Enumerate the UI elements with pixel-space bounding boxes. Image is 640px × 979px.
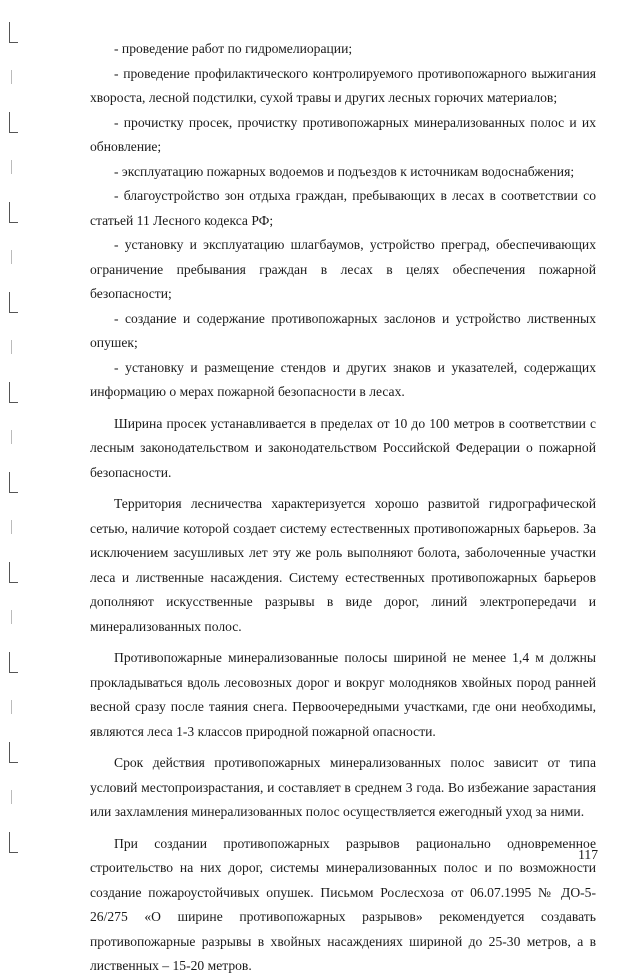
binding-mark-faint: [11, 160, 12, 174]
binding-mark: [9, 652, 18, 673]
paragraph-natural-barriers: Территория лесничества характеризуется хорошо развитой гидрографической сетью, наличие которой создает систему естественных противопожарных барьеров. За исключением засушливых лет эту же роль выполняют болота, заболоченные участки леса и лиственные насаждения. Систему естественных противопожарных барьеров дополняют искусственные разрывы в виде дорог, линий электропередачи и минерализованных полос.: [90, 496, 596, 634]
binding-mark-faint: [11, 700, 12, 714]
binding-mark-faint: [11, 520, 12, 534]
binding-mark: [9, 292, 18, 313]
binding-mark: [9, 22, 18, 43]
page-number: 117: [578, 847, 598, 862]
binding-margin-marks: [0, 0, 34, 905]
binding-mark-faint: [11, 70, 12, 84]
paragraph-strip-duration: Срок действия противопожарных минерализованных полос зависит от типа условий местопроизрастания, и составляет в среднем 3 года. Во избежание зарастания или захламления минерализованных полос осуществляется ежегодный уход за ними.: [90, 755, 596, 819]
binding-mark-faint: [11, 250, 12, 264]
binding-mark: [9, 562, 18, 583]
binding-mark-faint: [11, 340, 12, 354]
binding-mark: [9, 832, 18, 853]
list-item-hydro-melioration: - проведение работ по гидромелиорации;: [114, 41, 353, 56]
binding-mark-faint: [11, 790, 12, 804]
binding-mark: [9, 382, 18, 403]
list-item-recreation-zones: - благоустройство зон отдыха граждан, пребывающих в лесах в соответствии со статьей 11 Лесного кодекса РФ;: [90, 188, 596, 228]
list-item-clearing-strips: - прочистку просек, прочистку противопожарных минерализованных полос и их обновление;: [90, 114, 596, 154]
binding-mark: [9, 202, 18, 223]
binding-mark-faint: [11, 610, 12, 624]
paragraph-firebreak-construction: При создании противопожарных разрывов рационально одновременное строительство на них дорог, системы минерализованных полос и по возможности создание пожароустойчивых опушек. Письмом Рослесхоза от 06.07.1995 № ДО-5-26/275 «О ширине противопожарных разрывов» рекомендуется создавать противопожарные разрывы в хвойных насаждениях шириной до 25-30 метров, а в лиственных – 15-20 метров.: [90, 835, 596, 973]
binding-mark-faint: [11, 430, 12, 444]
list-item-controlled-burning: - проведение профилактического контролируемого противопожарного выжигания хвороста, лесной подстилки, сухой травы и других лесных горючих материалов;: [90, 65, 596, 105]
list-item-signs: - установку и размещение стендов и других знаков и указателей, содержащих информацию о мерах пожарной безопасности в лесах.: [90, 359, 596, 399]
list-item-firebreak-screens: - создание и содержание противопожарных заслонов и устройство лиственных опушек;: [90, 310, 596, 350]
binding-mark: [9, 112, 18, 133]
paragraph-mineral-strips: Противопожарные минерализованные полосы шириной не менее 1,4 м должны прокладываться вдоль лесовозных дорог и вокруг молодняков хвойных пород ранней весной сразу после таяния снега. Первоочередными участками, где они необходимы, являются леса 1-3 классов природной пожарной опасности.: [90, 650, 596, 739]
document-body: [90, 37, 596, 979]
paragraph-clearing-width: Ширина просек устанавливается в пределах от 10 до 100 метров в соответствии с лесным законодательством и законодательством Российской Федерации о пожарной безопасности.: [90, 415, 596, 480]
binding-mark: [9, 472, 18, 493]
list-item-fire-reservoirs: - эксплуатацию пожарных водоемов и подъездов к источникам водоснабжения;: [114, 163, 575, 179]
list-item-barriers: - установку и эксплуатацию шлагбаумов, устройство преград, обеспечивающих ограничение пребывания граждан в лесах в целях обеспечения пожарной безопасности;: [90, 237, 596, 301]
binding-mark: [9, 742, 18, 763]
